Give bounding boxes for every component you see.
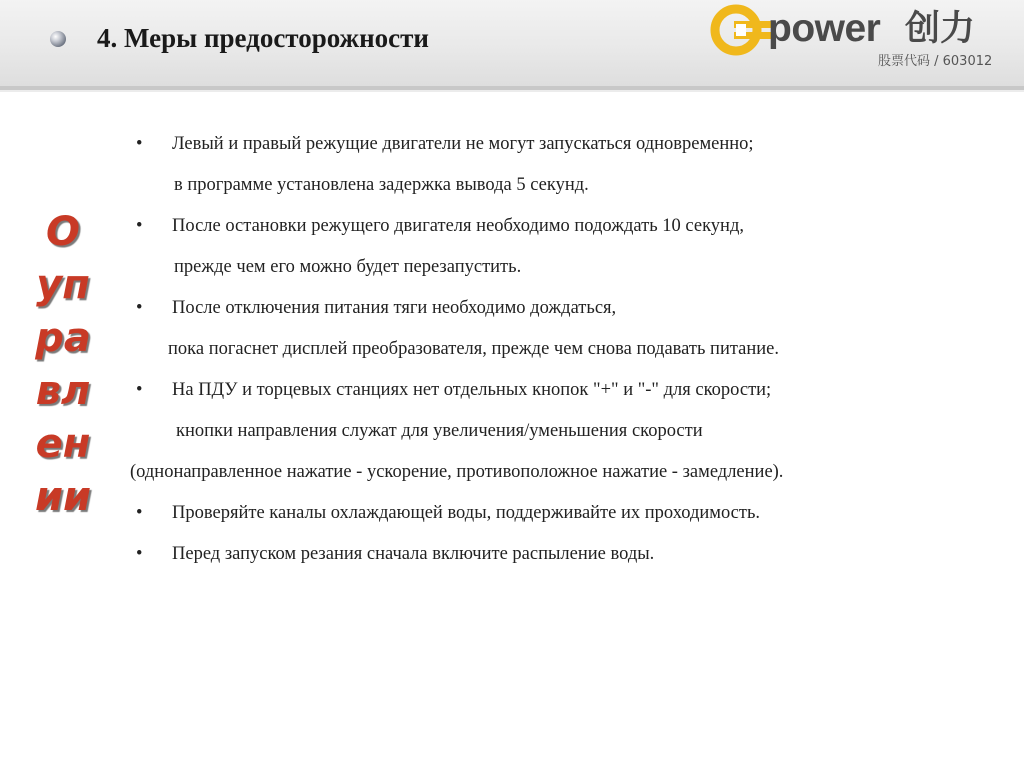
page-title: 4. Меры предосторожности (97, 23, 429, 53)
list-item (130, 206, 1010, 247)
bullet-icon: • (136, 544, 143, 564)
list-item (130, 288, 1010, 329)
list-item-continuation (130, 247, 1010, 288)
bullet-icon: • (136, 134, 143, 154)
list-item-text: После отключения питания тяги необходимо дождаться, (172, 298, 617, 318)
title-bullet-icon (50, 31, 66, 47)
list-item-text: кнопки направления служат для увеличения/уменьшения скорости (176, 421, 703, 441)
side-label-line: вл (35, 368, 91, 414)
list-item-text: После остановки режущего двигателя необходимо подождать 10 секунд, (172, 216, 744, 236)
list-item-text: пока погаснет дисплей преобразователя, прежде чем снова подавать питание. (168, 339, 780, 359)
list-item-text: Перед запуском резания сначала включите распыление воды. (172, 544, 655, 564)
bullet-icon: • (136, 380, 143, 400)
logo-wordmark: power (768, 7, 881, 50)
bullet-icon: • (136, 298, 143, 318)
list-item-continuation (130, 165, 1010, 206)
list-item-text: (однонаправленное нажатие - ускорение, противоположное нажатие - замедление). (130, 462, 784, 482)
list-item-text: Левый и правый режущие двигатели не могут запускаться одновременно; (172, 134, 754, 154)
list-item-continuation (130, 452, 1010, 493)
logo-mark-icon (710, 4, 772, 56)
side-label-line: О (45, 209, 80, 255)
list-item (130, 124, 1010, 165)
precautions-list (130, 124, 1010, 575)
logo-chinese-name: 创力 (905, 9, 976, 49)
side-label-line: ен (35, 421, 91, 467)
side-label-line: ии (34, 474, 92, 520)
stock-code: 股票代码 / 603012 (878, 54, 993, 69)
company-logo (710, 4, 1020, 76)
header-divider-highlight (0, 90, 1024, 92)
bullet-icon: • (136, 216, 143, 236)
bullet-icon: • (136, 503, 143, 523)
list-item (130, 370, 1010, 411)
list-item (130, 493, 1010, 534)
side-label-line: уп (36, 262, 90, 308)
list-item-text: Проверяйте каналы охлаждающей воды, поддерживайте их проходимость. (172, 503, 761, 523)
list-item-text: в программе установлена задержка вывода 5 секунд. (174, 175, 589, 195)
list-item-text: прежде чем его можно будет перезапустить. (174, 257, 522, 277)
list-item-text: На ПДУ и торцевых станциях нет отдельных кнопок "+" и "-" для скорости; (172, 380, 772, 400)
side-label-line: ра (35, 315, 91, 361)
side-vertical-label (28, 206, 98, 524)
list-item-continuation (130, 329, 1010, 370)
list-item-continuation (130, 411, 1010, 452)
list-item (130, 534, 1010, 575)
